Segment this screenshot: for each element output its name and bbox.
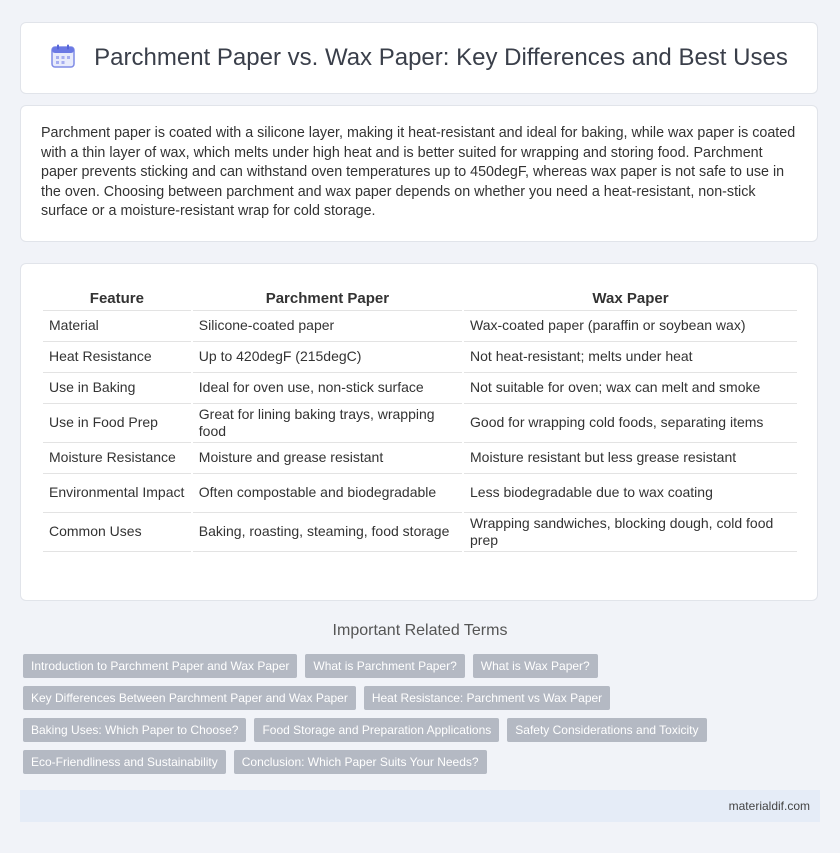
- table-cell-wax: Wax-coated paper (paraffin or soybean wax): [464, 311, 797, 342]
- table-cell-wax: Moisture resistant but less grease resistant: [464, 443, 797, 474]
- table-row: [43, 342, 797, 373]
- table-cell-feature: Heat Resistance: [43, 342, 191, 373]
- related-term-tag[interactable]: Baking Uses: Which Paper to Choose?: [23, 718, 246, 742]
- related-terms-title: Important Related Terms: [332, 622, 508, 639]
- column-header-feature: Feature: [43, 284, 191, 311]
- related-term-tag[interactable]: Introduction to Parchment Paper and Wax Paper: [23, 654, 297, 678]
- related-term-tag[interactable]: Eco-Friendliness and Sustainability: [23, 750, 226, 774]
- header-card: [20, 22, 818, 94]
- related-term-tag[interactable]: Food Storage and Preparation Applications: [254, 718, 499, 742]
- table-row: [43, 311, 797, 342]
- footer-bar: [20, 790, 820, 822]
- table-cell-parchment: Silicone-coated paper: [193, 311, 462, 342]
- table-cell-wax: Less biodegradable due to wax coating: [464, 474, 797, 513]
- table-cell-feature: Use in Baking: [43, 373, 191, 404]
- table-cell-parchment: Ideal for oven use, non-stick surface: [193, 373, 462, 404]
- comparison-table: [41, 284, 799, 552]
- table-row: [43, 404, 797, 443]
- related-terms-tags: [23, 654, 823, 782]
- intro-card: [20, 105, 818, 242]
- table-row: [43, 474, 797, 513]
- table-cell-feature: Environmental Impact: [43, 474, 191, 513]
- related-term-tag[interactable]: What is Parchment Paper?: [305, 654, 464, 678]
- table-cell-feature: Common Uses: [43, 513, 191, 552]
- table-cell-wax: Not suitable for oven; wax can melt and smoke: [464, 373, 797, 404]
- table-cell-feature: Moisture Resistance: [43, 443, 191, 474]
- footer-site-link[interactable]: materialdif.com: [728, 799, 810, 813]
- table-cell-feature: Use in Food Prep: [43, 404, 191, 443]
- intro-paragraph: Parchment paper is coated with a silicone layer, making it heat-resistant and ideal for baking, while wax paper is coated with a thin layer of wax, which melts under high heat and is better suited for wrapping and storing food. Parchment paper prevents sticking and can withstand oven temperatures up to 450degF, whereas wax paper is not safe to use in the oven. Choosing between parchment and wax paper depends on whether you need a heat-resistant, non-stick surface or a moisture-resistant wrap for cold storage.: [41, 125, 796, 220]
- related-term-tag[interactable]: Conclusion: Which Paper Suits Your Needs?: [234, 750, 487, 774]
- table-row: [43, 373, 797, 404]
- column-header-wax: Wax Paper: [464, 284, 797, 311]
- table-cell-parchment: Baking, roasting, steaming, food storage: [193, 513, 462, 552]
- related-term-tag[interactable]: Key Differences Between Parchment Paper and Wax Paper: [23, 686, 356, 710]
- table-cell-parchment: Up to 420degF (215degC): [193, 342, 462, 373]
- related-term-tag[interactable]: Heat Resistance: Parchment vs Wax Paper: [364, 686, 610, 710]
- table-row: [43, 443, 797, 474]
- column-header-parchment: Parchment Paper: [193, 284, 462, 311]
- table-cell-parchment: Moisture and grease resistant: [193, 443, 462, 474]
- table-cell-parchment: Great for lining baking trays, wrapping food: [193, 404, 462, 443]
- table-row: [43, 513, 797, 552]
- table-cell-wax: Wrapping sandwiches, blocking dough, cold food prep: [464, 513, 797, 552]
- table-cell-parchment: Often compostable and biodegradable: [193, 474, 462, 513]
- table-cell-feature: Material: [43, 311, 191, 342]
- table-cell-wax: Not heat-resistant; melts under heat: [464, 342, 797, 373]
- table-header-row: [43, 284, 797, 311]
- related-term-tag[interactable]: Safety Considerations and Toxicity: [507, 718, 706, 742]
- calendar-icon: [50, 43, 76, 74]
- table-cell-wax: Good for wrapping cold foods, separating items: [464, 404, 797, 443]
- comparison-table-card: [20, 263, 818, 601]
- page-title: Parchment Paper vs. Wax Paper: Key Differences and Best Uses: [94, 44, 788, 71]
- related-term-tag[interactable]: What is Wax Paper?: [473, 654, 598, 678]
